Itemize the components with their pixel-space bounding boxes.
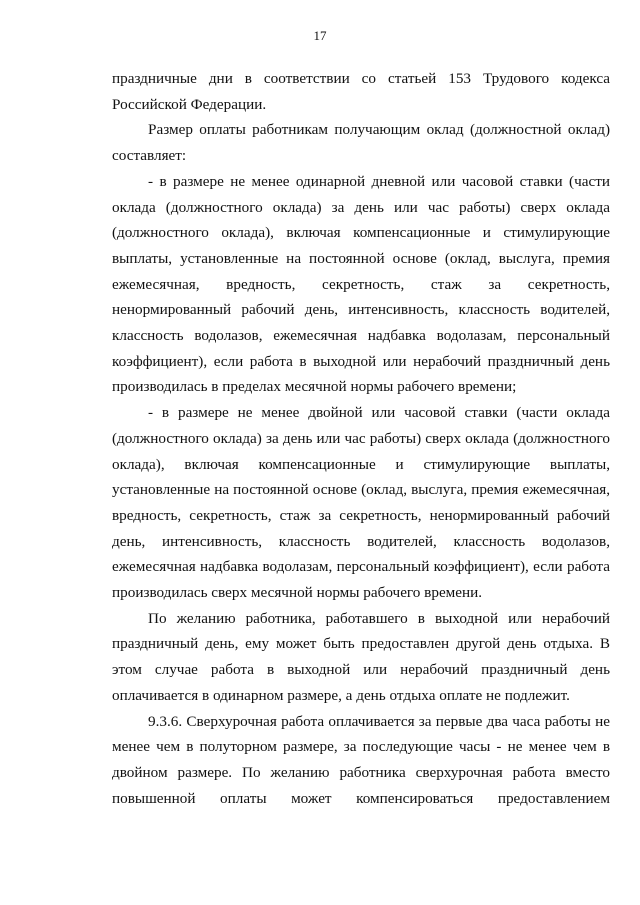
- paragraph-day-off: По желанию работника, работавшего в выходной или нерабочий праздничный день, ему может быть предоставлен другой день отдыха. В этом случае работа в выходной или нерабочий праздничный день оплачивается в одинарном размере, а день отдыха оплате не подлежит.: [112, 609, 610, 704]
- paragraph-double-rate: - в размере не менее двойной или часовой ставки (части оклада (должностного оклада) за день или час работы) сверх оклада (должностного оклада), включая компенсационные и стимулирующие выплаты, установленные на постоянной основе (оклад, выслуга, премия ежемесячная, вредность, секретность, стаж за секретность, ненормированный рабочий день, интенсивность, классность водителей, классность водолазов, ежемесячная надбавка водолазам, персональный коэффициент), если работа производилась сверх месячной нормы рабочего времени.: [112, 404, 610, 602]
- paragraph-single-rate: - в размере не менее одинарной дневной или часовой ставки (части оклада (должностного оклада) за день или час работы) сверх оклада (должностного оклада), включая компенсационные и стимулирующие выплаты, установленные на постоянной основе (оклад, выслуга, премия ежемесячная, вредность, секретность, стаж за секретность, ненормированный рабочий день, интенсивность, классность водителей, классность водолазов, ежемесячная надбавка водолазам, персональный коэффициент), если работа в выходной или нерабочий праздничный день производилась в пределах месячной нормы рабочего времени;: [112, 172, 610, 396]
- paragraph-salary-intro: Размер оплаты работникам получающим оклад (должностной оклад) составляет:: [112, 121, 610, 165]
- paragraph-continuation: праздничные дни в соответствии со статьей 153 Трудового кодекса Российской Федерации.: [112, 70, 610, 113]
- paragraph-overtime: 9.3.6. Сверхурочная работа оплачивается за первые два часа работы не менее чем в полуторном размере, за последующие часы - не менее чем в двойном размере. По желанию работника сверхурочная работа вместо повышенной оплаты может компенсироваться предоставлением: [112, 712, 610, 807]
- page-number: 17: [313, 28, 327, 43]
- document-body: [112, 66, 610, 811]
